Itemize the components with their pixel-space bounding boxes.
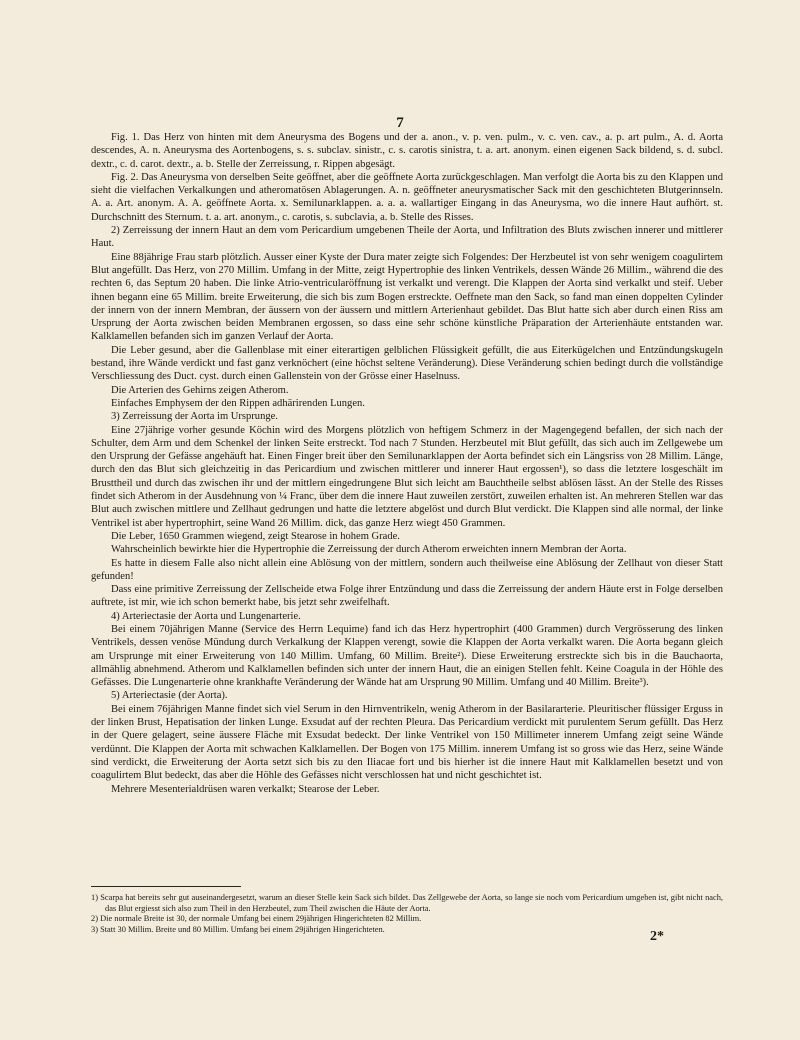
paragraph: Die Leber, 1650 Grammen wiegend, zeigt Stearose in hohem Grade. bbox=[111, 530, 400, 542]
paragraph: Bei einem 70jährigen Manne (Service des Herrn Lequime) fand ich das Herz hypertrophirt (400 Grammen) durch Vergrösserung des linken Ventrikels, dessen venöse Mündung durch Verkalkung der Klappen verengt, sowie die Klappen der Aorta verkalkt waren. Die Aorta begann gleich am Ursprunge mit einer Erweiterung von 140 Millim. Umfang, 60 Millim. Breite²). Diese Erweiterung erstreckte sich bis in die Bauchaorta, allmählig abnehmend. Atherom und Kalklamellen befinden sich unter der innern Haut, die an einigen Stellen fehlt. Keine Coagula in der Höhle des Gefässes. Die Lungenarterie ohne krankhafte Veränderung der Wände hat am Ursprung 90 Millim. Umfang und 40 Millim. Breite³). bbox=[91, 623, 723, 689]
footnotes bbox=[91, 893, 723, 936]
paragraph: Fig. 2. Das Aneurysma von derselben Seite geöffnet, aber die geöffnete Aorta zurückgeschlagen. Man verfolgt die Aorta bis zu den Klappen und sieht die vielfachen Verkalkungen und atheromatösen Ablagerungen. A. n. geöffneter aneurysmatischer Sack mit den geschichteten Blutgerinnseln. A. a. Art. anonym. A. A. geöffnete Aorta. x. Semilunarklappen. a. a. a. wallartiger Eingang in das Aneurysma, wo die innere Haut aufhört. st. Durchschnitt des Sternum. t. a. art. anonym., c. carotis, s. subclavia, a. b. Stelle des Risses. bbox=[91, 171, 723, 223]
paragraph: Es hatte in diesem Falle also nicht allein eine Ablösung von der mittlern, sondern auch theilweise eine Ablösung der Zellhaut von dieser Statt gefunden! bbox=[91, 557, 723, 582]
signature-mark: 2* bbox=[650, 929, 664, 944]
footnote: 2) Die normale Breite ist 30, der normale Umfang bei einem 29jährigen Hingerichteten 82 Millim. bbox=[91, 914, 422, 924]
paragraph: Einfaches Emphysem der den Rippen adhärirenden Lungen. bbox=[111, 397, 365, 409]
footnote: 3) Statt 30 Millim. Breite und 80 Millim. Umfang bei einem 29jährigen Hingerichteten. bbox=[91, 925, 385, 935]
footnote: 1) Scarpa hat bereits sehr gut auseinandergesetzt, warum an dieser Stelle kein Sack sich bildet. Das Zellgewebe der Aorta, so lange sie noch vom Pericardium umgeben ist, gibt nicht nach, das Blut ergiesst sich also zum Theil in den Herzbeutel, zum Theil zwischen die Häute der Aorta. bbox=[91, 893, 723, 913]
paragraph: Die Arterien des Gehirns zeigen Atherom. bbox=[111, 384, 289, 396]
footnote-separator bbox=[91, 886, 241, 887]
paragraph: Fig. 1. Das Herz von hinten mit dem Aneurysma des Bogens und der a. anon., v. p. ven. pulm., v. c. ven. cav., a. p. art pulm., A. d. Aorta descendes, A. n. Aneurysma des Aortenbogens, s. s. subclav. sinistr., c. s. carotis sinistra, t. a. art. anonym. einen eigenen Sack bildend, s. d. subcl. dextr., c. d. carot. dextr., a. b. Stelle der Zerreissung, r. Rippen abgesägt. bbox=[91, 132, 723, 170]
paragraph: Mehrere Mesenterialdrüsen waren verkalkt; Stearose der Leber. bbox=[111, 783, 380, 795]
paragraph: Bei einem 76jährigen Manne findet sich viel Serum in den Hirnventrikeln, wenig Atherom in der Basilararterie. Pleuritischer flüssiger Erguss in der linken Brust, Hepatisation der linken Lunge. Exsudat auf der rechten Pleura. Das Pericardium verdickt mit purulentem Serum gefüllt. Das Herz in der Quere gelagert, seine äussere Fläche mit Exsudat bedeckt. Der linke Ventrikel von 150 Millimeter innerem Umfang zeigt seine Wände verdünnt. Die Klappen der Aorta mit schwachen Kalklamellen. Der Bogen von 175 Millim. innerem Umfang ist so gross wie das Herz, seine Wände sind verdickt, die Erweiterung der Aorta setzt sich bis zu den Iliacae fort und bis hierher ist die innere Haut mit Kalklamellen besetzt und von coagulirtem Blut bedeckt, das aber die Höhle des Gefässes nicht verschlossen hat und nicht geschichtet ist. bbox=[91, 703, 723, 782]
paragraph: 2) Zerreissung der innern Haut an dem vom Pericardium umgebenen Theile der Aorta, und Infiltration des Bluts zwischen innerer und mittlerer Haut. bbox=[91, 225, 723, 250]
paragraph: Wahrscheinlich bewirkte hier die Hypertrophie die Zerreissung der durch Atherom erweichten innern Membran der Aorta. bbox=[111, 544, 627, 556]
paragraph: 4) Arteriectasie der Aorta und Lungenarterie. bbox=[111, 610, 301, 622]
paragraph: Die Leber gesund, aber die Gallenblase mit einer eiterartigen gelblichen Flüssigkeit gefüllt, die aus Eiterkügelchen und Entzündungskugeln bestand, ihre Wände verdickt und fast ganz verknöchert (eine höchst seltene Veränderung). Diese Veränderung schien bedingt durch die vollständige Verschliessung des Duct. cyst. durch einen Gallenstein von der Grösse einer Haselnuss. bbox=[91, 344, 723, 383]
paragraph: 5) Arteriectasie (der Aorta). bbox=[111, 690, 228, 702]
paragraph: Eine 27jährige vorher gesunde Köchin wird des Morgens plötzlich von heftigem Schmerz in der Magengegend befallen, der sich nach der Schulter, dem Arm und dem Schenkel der linken Seite erstreckt. Tod nach 7 Stunden. Herzbeutel mit Blut gefüllt, das sich auch im Zellgewebe um den Ursprung der Gefässe angehäuft hat. Einen Finger breit über den Semilunarklappen der Aorta befindet sich ein Längsriss von 28 Millim. Länge, durch den das Blut sich gleichzeitig in das Pericardium und zwischen mittlerer und innerer Haut ergossen¹), so dass die letztere losgeschält im Brusttheil und durch das zwischen ihr und der mittlern eingedrungene Blut sich leicht am Bauchtheile selbst ablösen lässt. An der Stelle des Risses findet sich Atherom in der Ausdehnung von ¼ Franc, über dem die innere Haut zuweilen zerstört, zuweilen erhalten ist. An mehreren Stellen war das Blut auch zwischen mittlere und Zellhaut gedrungen und hatte die letztere abgelöst und durch Blut verdickt. Die Klappen sind alle normal, der linke Ventrikel ist aber hypertrophirt, seine Wand 26 Millim. dick, das ganze Herz wiegt 450 Grammen. bbox=[91, 424, 723, 529]
paragraph: Dass eine primitive Zerreissung der Zellscheide etwa Folge ihrer Entzündung und dass die Zerreissung der andern Häute erst in Folge derselben auftrete, ist mir, wie ich schon bemerkt habe, bis jetzt sehr zweifelhaft. bbox=[91, 584, 723, 609]
page-number: 7 bbox=[396, 115, 404, 131]
paragraph: Eine 88jährige Frau starb plötzlich. Ausser einer Kyste der Dura mater zeigte sich Folgendes: Der Herzbeutel ist von sehr wenigem coagulirtem Blut angefüllt. Das Herz, von 270 Millim. Umfang in der Mitte, zeigt Hypertrophie des linken Ventrikels, dessen Wände 26 Millim., während die des rechten 6, das Septum 20 haben. Die linke Atrio-ventricularöffnung ist verkalkt und verengt. Die Klappen der Aorta sind verkalkt und steif. Ueber ihnen begann eine 65 Millim. breite Erweiterung, die sich bis zum Bogen erstreckte. Oeffnete man den Sack, so fand man einen doppelten Cylinder der innern von der innern Membran, der äussern von der äussern und mittlern Arterienhaut gebildet. Das Blut hatte sich aber durch einen Riss am Ursprung der Aorta zwischen beiden Membranen ergossen, so dass eine sehr schöne künstliche Präparation der Arterienhäute entstanden war. Kalklamellen befanden sich im ganzen Verlauf der Aorta. bbox=[91, 251, 723, 343]
body-text bbox=[91, 131, 723, 796]
paragraph: 3) Zerreissung der Aorta im Ursprunge. bbox=[111, 411, 278, 423]
